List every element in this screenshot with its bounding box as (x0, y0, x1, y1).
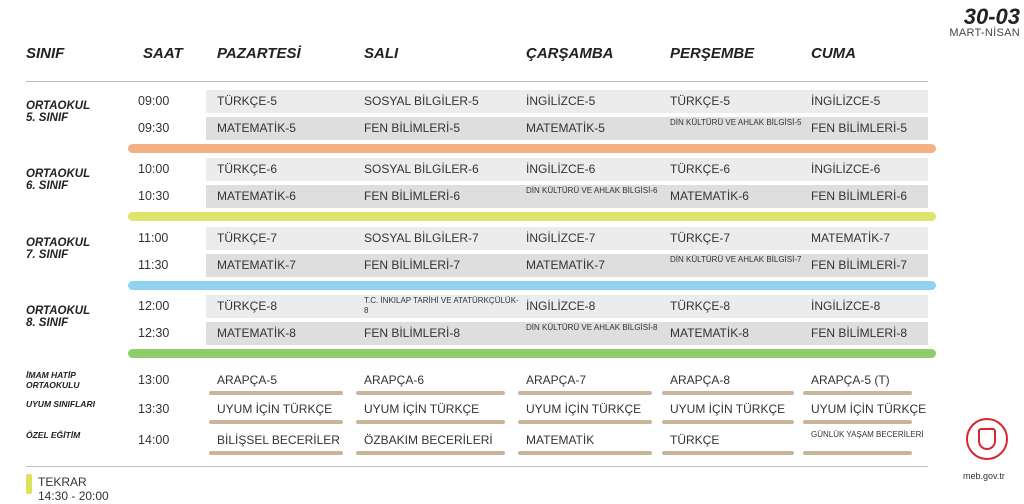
lesson-cell: TÜRKÇE-8 (670, 299, 731, 313)
grade-color-bar (128, 144, 936, 153)
lesson-cell: DİN KÜLTÜRÜ VE AHLAK BİLGİSİ-6 (526, 186, 658, 195)
lesson-cell: FEN BİLİMLERİ-7 (811, 258, 908, 272)
header-divider (26, 81, 928, 82)
grade-color-bar (128, 281, 936, 290)
lesson-cell: SOSYAL BİLGİLER-5 (364, 94, 479, 108)
lesson-cell: İNGİLİZCE-7 (526, 231, 596, 245)
lesson-cell: DİN KÜLTÜRÜ VE AHLAK BİLGİSİ-8 (526, 323, 658, 332)
special-row-label: ÖZEL EĞİTİM (26, 430, 81, 440)
lesson-cell: FEN BİLİMLERİ-5 (811, 121, 908, 135)
lesson-cell: MATEMATİK-7 (217, 258, 296, 272)
col-header-monday: PAZARTESİ (217, 45, 301, 62)
lesson-cell: MATEMATİK-5 (217, 121, 296, 135)
ministry-logo-icon (966, 418, 1008, 460)
lesson-cell: T.C. İNKILAP TARİHİ VE ATATÜRKÇÜLÜK-8 (364, 296, 519, 315)
time-slot: 10:00 (138, 162, 170, 176)
cell-underline (356, 451, 505, 455)
date-range: 30-03 (963, 4, 1020, 29)
lesson-cell: DİN KÜLTÜRÜ VE AHLAK BİLGİSİ-5 (670, 118, 802, 127)
col-header-time: SAAT (143, 45, 183, 62)
footer-site: meb.gov.tr (963, 471, 1005, 481)
special-row-label: UYUM SINIFLARI (26, 399, 95, 409)
lesson-cell: İNGİLİZCE-5 (526, 94, 596, 108)
lesson-cell: SOSYAL BİLGİLER-7 (364, 231, 479, 245)
cell-underline (518, 420, 652, 424)
legend-title: TEKRAR (38, 475, 87, 489)
lesson-cell: TÜRKÇE-7 (217, 231, 278, 245)
lesson-cell: TÜRKÇE-5 (217, 94, 278, 108)
lesson-cell: UYUM İÇİN TÜRKÇE (670, 402, 786, 416)
lesson-cell: UYUM İÇİN TÜRKÇE (526, 402, 642, 416)
time-slot: 09:00 (138, 94, 170, 108)
cell-underline (356, 391, 505, 395)
grade-label (26, 168, 90, 192)
grade-label-line2: 8. SINIF (26, 317, 69, 329)
col-header-wednesday: ÇARŞAMBA (526, 45, 614, 62)
lesson-cell: FEN BİLİMLERİ-6 (811, 189, 908, 203)
lesson-cell: İNGİLİZCE-5 (811, 94, 881, 108)
special-row-label: İMAM HATİP ORTAOKULU (26, 370, 80, 390)
cell-underline (209, 391, 343, 395)
lesson-cell: MATEMATİK (526, 433, 595, 447)
time-slot: 10:30 (138, 189, 170, 203)
col-header-class: SINIF (26, 45, 65, 62)
lesson-cell: UYUM İÇİN TÜRKÇE (811, 402, 927, 416)
legend-swatch (26, 474, 32, 494)
lesson-cell: MATEMATİK-5 (526, 121, 605, 135)
lesson-cell: GÜNLÜK YAŞAM BECERİLERİ (811, 430, 924, 439)
cell-underline (518, 391, 652, 395)
time-slot: 12:00 (138, 299, 170, 313)
cell-underline (356, 420, 505, 424)
lesson-cell: ARAPÇA-7 (526, 373, 587, 387)
lesson-cell: UYUM İÇİN TÜRKÇE (217, 402, 333, 416)
grade-label (26, 305, 90, 329)
lesson-cell: FEN BİLİMLERİ-8 (811, 326, 908, 340)
grade-color-bar (128, 349, 936, 358)
lesson-cell: MATEMATİK-7 (526, 258, 605, 272)
cell-underline (518, 451, 652, 455)
lesson-cell: ARAPÇA-5 (T) (811, 373, 890, 387)
lesson-cell: FEN BİLİMLERİ-6 (364, 189, 461, 203)
lesson-cell: UYUM İÇİN TÜRKÇE (364, 402, 480, 416)
month-range: MART-NİSAN (949, 27, 1020, 39)
lesson-cell: TÜRKÇE-5 (670, 94, 731, 108)
grade-label (26, 100, 90, 124)
time-slot: 13:30 (138, 402, 170, 416)
lesson-cell: ARAPÇA-6 (364, 373, 425, 387)
lesson-cell: MATEMATİK-7 (811, 231, 890, 245)
cell-underline (662, 420, 794, 424)
grade-label-line2: 5. SINIF (26, 112, 69, 124)
col-header-friday: CUMA (811, 45, 856, 62)
cell-underline (209, 420, 343, 424)
lesson-cell: ARAPÇA-8 (670, 373, 731, 387)
lesson-cell: FEN BİLİMLERİ-5 (364, 121, 461, 135)
time-slot: 14:00 (138, 433, 170, 447)
col-header-tuesday: SALI (364, 45, 399, 62)
grade-label-line1: ORTAOKUL (26, 168, 91, 180)
lesson-cell: SOSYAL BİLGİLER-6 (364, 162, 479, 176)
time-slot: 13:00 (138, 373, 170, 387)
lesson-cell: FEN BİLİMLERİ-8 (364, 326, 461, 340)
cell-underline (662, 451, 794, 455)
lesson-cell: TÜRKÇE-7 (670, 231, 731, 245)
lesson-cell: MATEMATİK-6 (217, 189, 296, 203)
time-slot: 09:30 (138, 121, 170, 135)
cell-underline (803, 391, 912, 395)
lesson-cell: TÜRKÇE-6 (217, 162, 278, 176)
grade-label-line1: ORTAOKUL (26, 237, 91, 249)
footer-divider (26, 466, 928, 467)
cell-underline (662, 391, 794, 395)
lesson-cell: ÖZBAKIM BECERİLERİ (364, 433, 493, 447)
grade-label-line2: 7. SINIF (26, 249, 69, 261)
cell-underline (803, 451, 912, 455)
cell-underline (209, 451, 343, 455)
lesson-cell: İNGİLİZCE-8 (526, 299, 596, 313)
lesson-cell: İNGİLİZCE-6 (811, 162, 881, 176)
legend-time: 14:30 - 20:00 (38, 489, 109, 503)
time-slot: 11:00 (138, 231, 169, 245)
lesson-cell: MATEMATİK-6 (670, 189, 749, 203)
lesson-cell: TÜRKÇE-8 (217, 299, 278, 313)
lesson-cell: FEN BİLİMLERİ-7 (364, 258, 461, 272)
grade-label (26, 237, 90, 261)
lesson-cell: ARAPÇA-5 (217, 373, 278, 387)
cell-underline (803, 420, 912, 424)
lesson-cell: MATEMATİK-8 (670, 326, 749, 340)
lesson-cell: TÜRKÇE-6 (670, 162, 731, 176)
lesson-cell: DİN KÜLTÜRÜ VE AHLAK BİLGİSİ-7 (670, 255, 802, 264)
col-header-thursday: PERŞEMBE (670, 45, 755, 62)
grade-label-line1: ORTAOKUL (26, 100, 91, 112)
lesson-cell: BİLİŞSEL BECERİLER (217, 433, 340, 447)
grade-color-bar (128, 212, 936, 221)
lesson-cell: TÜRKÇE (670, 433, 720, 447)
lesson-cell: MATEMATİK-8 (217, 326, 296, 340)
grade-label-line1: ORTAOKUL (26, 305, 91, 317)
time-slot: 11:30 (138, 258, 169, 272)
grade-label-line2: 6. SINIF (26, 180, 69, 192)
time-slot: 12:30 (138, 326, 170, 340)
lesson-cell: İNGİLİZCE-8 (811, 299, 881, 313)
lesson-cell: İNGİLİZCE-6 (526, 162, 596, 176)
